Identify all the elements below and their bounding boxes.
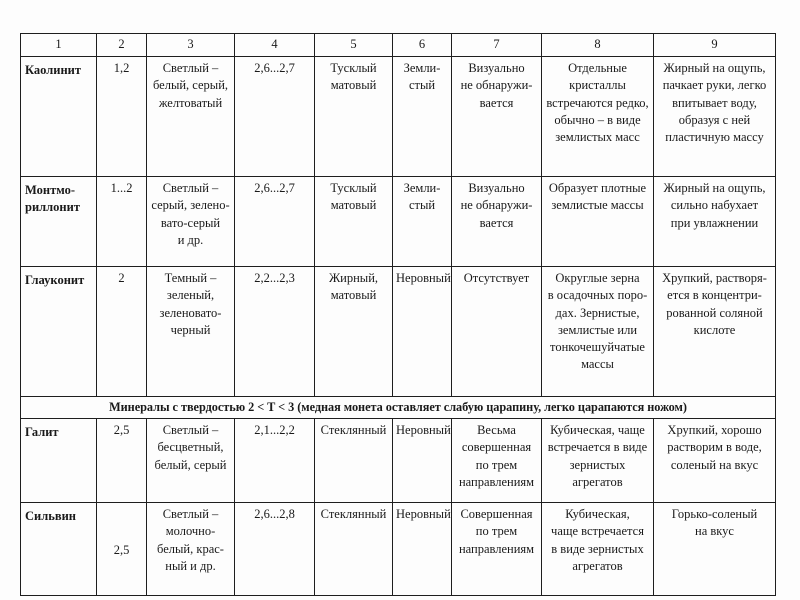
cleavage-cell <box>452 419 542 503</box>
cell-line: ный и др. <box>165 558 216 573</box>
cell-line: Хрупкий, хорошо <box>667 423 762 437</box>
cell-line: не обнаружи- <box>460 78 533 93</box>
cell-line: тонкочешуйчатые <box>550 340 645 354</box>
other-cell <box>654 177 776 267</box>
luster-cell <box>315 57 393 177</box>
mineral-name <box>21 177 97 267</box>
form-cell <box>542 57 654 177</box>
cell-line: Земли- <box>403 61 441 75</box>
cell-line: матовый <box>330 78 377 93</box>
header-row <box>21 34 776 57</box>
cell-line: впитывает воду, <box>672 95 757 110</box>
fracture-cell <box>393 57 452 177</box>
cell-line: кристаллы <box>569 78 626 93</box>
cell-line: в виде зернистых <box>551 541 644 556</box>
hardness-cell: 1,2 <box>97 57 147 177</box>
cell-line: Горько-соленый <box>671 507 758 521</box>
cell-line: Кубическая, <box>565 507 630 521</box>
cell-line: белый, серый, <box>152 78 229 93</box>
fracture-cell: Неровный <box>393 267 452 397</box>
header-cell: 4 <box>235 34 315 57</box>
cell-line: направлениям <box>458 541 535 556</box>
table-row <box>21 503 776 596</box>
cell-line: землистых масс <box>555 130 640 144</box>
cell-line: Совершенная <box>460 507 533 521</box>
fracture-cell: Неровный <box>393 419 452 503</box>
cell-line: Темный – <box>164 271 217 285</box>
cell-line: при увлажнении <box>670 215 759 230</box>
cell-line: Тусклый <box>330 181 377 195</box>
color-cell <box>147 267 235 397</box>
cleavage-cell: Отсутствует <box>452 267 542 397</box>
color-cell <box>147 419 235 503</box>
hardness-cell: 1...2 <box>97 177 147 267</box>
cell-line: Образует плотные <box>548 181 647 195</box>
cell-line: зеленый, <box>166 288 215 303</box>
cell-line: Монтмо- <box>25 183 75 197</box>
header-cell: 6 <box>393 34 452 57</box>
table-row <box>21 419 776 503</box>
cell-line: направлениям <box>458 474 535 489</box>
form-cell <box>542 267 654 397</box>
cell-line: белый, серый <box>154 457 227 472</box>
header-cell: 9 <box>654 34 776 57</box>
hardness-cell: 2,5 <box>97 419 147 503</box>
cell-line: зернистых агрегатов <box>569 457 626 489</box>
cell-line: Светлый – <box>162 61 219 75</box>
cell-line: ется в концентри- <box>667 288 762 303</box>
cell-line: на вкус <box>695 524 734 539</box>
cell-line: обычно – в виде <box>554 112 641 127</box>
luster-cell <box>315 177 393 267</box>
cell-line: вато-серый <box>160 215 221 230</box>
cell-line: и др. <box>177 232 204 247</box>
form-cell <box>542 177 654 267</box>
cell-line: не обнаружи- <box>460 198 533 213</box>
color-cell <box>147 57 235 177</box>
cell-line: совершенная <box>461 440 532 455</box>
density-cell: 2,6...2,7 <box>235 57 315 177</box>
cell-line: черный <box>170 322 211 337</box>
cell-line: стый <box>408 78 436 93</box>
cell-line: землистые или <box>557 322 638 337</box>
cell-line: рованной соляной <box>666 305 763 320</box>
cell-line: зеленовато- <box>159 305 222 320</box>
cleavage-cell <box>452 177 542 267</box>
cell-line: агрегатов <box>572 558 623 573</box>
cell-line: Светлый – <box>162 423 219 437</box>
other-cell <box>654 503 776 596</box>
luster-cell: Стеклянный <box>315 419 393 503</box>
cell-line: образуя с ней <box>678 112 751 127</box>
cleavage-cell <box>452 503 542 596</box>
cell-line: Жирный на ощупь, <box>663 181 766 195</box>
cell-line: кислоте <box>693 322 736 337</box>
cell-line: землистые массы <box>551 198 644 213</box>
cell-line: белый, крас- <box>157 541 224 556</box>
luster-cell <box>315 267 393 397</box>
section-title: Минералы с твердостью 2 < T < 3 (медная монета оставляет слабую царапину, легко царапаются ножом) <box>21 397 776 419</box>
cell-line: матовый <box>330 198 377 213</box>
header-cell: 7 <box>452 34 542 57</box>
density-cell: 2,6...2,8 <box>235 503 315 596</box>
header-cell: 5 <box>315 34 393 57</box>
cell-line: желтоватый <box>158 95 223 110</box>
cell-line: Округлые зерна <box>555 271 640 285</box>
minerals-table <box>20 33 776 596</box>
mineral-name: Галит <box>21 419 97 503</box>
mineral-name: Глауконит <box>21 267 97 397</box>
form-cell <box>542 503 654 596</box>
cell-line: в осадочных поро- <box>547 288 648 303</box>
cell-line: сильно набухает <box>670 198 759 213</box>
density-cell: 2,6...2,7 <box>235 177 315 267</box>
cell-line: Светлый – <box>162 507 219 521</box>
cell-line: бесцветный, <box>157 440 224 455</box>
cell-line: дах. Зернистые, <box>555 305 640 320</box>
density-cell: 2,2...2,3 <box>235 267 315 397</box>
color-cell <box>147 177 235 267</box>
cell-line: Земли- <box>403 181 441 195</box>
cell-line: вается <box>479 95 514 110</box>
other-cell <box>654 267 776 397</box>
cell-line: чаще встречается <box>551 524 644 539</box>
luster-cell: Стеклянный <box>315 503 393 596</box>
other-cell <box>654 419 776 503</box>
fracture-cell: Неровный <box>393 503 452 596</box>
table-row <box>21 57 776 177</box>
cell-line: пачкает руки, легко <box>662 78 767 93</box>
cell-line: Отдельные <box>568 61 627 75</box>
cell-line: стый <box>408 198 436 213</box>
cell-line: Тусклый <box>330 61 377 75</box>
fracture-cell <box>393 177 452 267</box>
other-cell <box>654 57 776 177</box>
cell-line: Кубическая, чаще <box>550 423 645 437</box>
cell-line: встречается в виде <box>547 440 648 455</box>
cell-line: Жирный на ощупь, <box>663 61 766 75</box>
header-cell: 8 <box>542 34 654 57</box>
table-row <box>21 267 776 397</box>
mineral-name: Каолинит <box>21 57 97 177</box>
cell-line: по трем <box>475 524 518 539</box>
cell-line: соленый на вкус <box>670 457 759 472</box>
cleavage-cell <box>452 57 542 177</box>
cell-line: встречаются редко, <box>546 95 649 110</box>
cell-line: массы <box>581 357 614 372</box>
color-cell <box>147 503 235 596</box>
header-cell: 2 <box>97 34 147 57</box>
cell-line: Визуально <box>468 61 525 75</box>
cell-line: вается <box>479 215 514 230</box>
header-cell: 1 <box>21 34 97 57</box>
cell-line: Весьма <box>477 423 516 437</box>
hardness-cell: 2 <box>97 267 147 397</box>
cell-line: молочно- <box>165 524 216 539</box>
density-cell: 2,1...2,2 <box>235 419 315 503</box>
cell-line: серый, зелено- <box>151 198 230 213</box>
cell-line: Хрупкий, растворя- <box>662 271 767 285</box>
mineral-name: Сильвин <box>21 503 97 596</box>
cell-line: риллонит <box>25 200 80 215</box>
header-cell: 3 <box>147 34 235 57</box>
cell-line: Жирный, <box>328 271 379 285</box>
cell-line: Светлый – <box>162 181 219 195</box>
table-row <box>21 177 776 267</box>
section-row <box>21 397 776 419</box>
cell-line: растворим в воде, <box>667 440 762 455</box>
cell-line: Визуально <box>468 181 525 195</box>
cell-line: по трем <box>475 457 518 472</box>
form-cell <box>542 419 654 503</box>
cell-line: матовый <box>330 288 377 303</box>
hardness-cell: 2,5 <box>97 503 147 596</box>
cell-line: пластичную массу <box>665 130 764 144</box>
